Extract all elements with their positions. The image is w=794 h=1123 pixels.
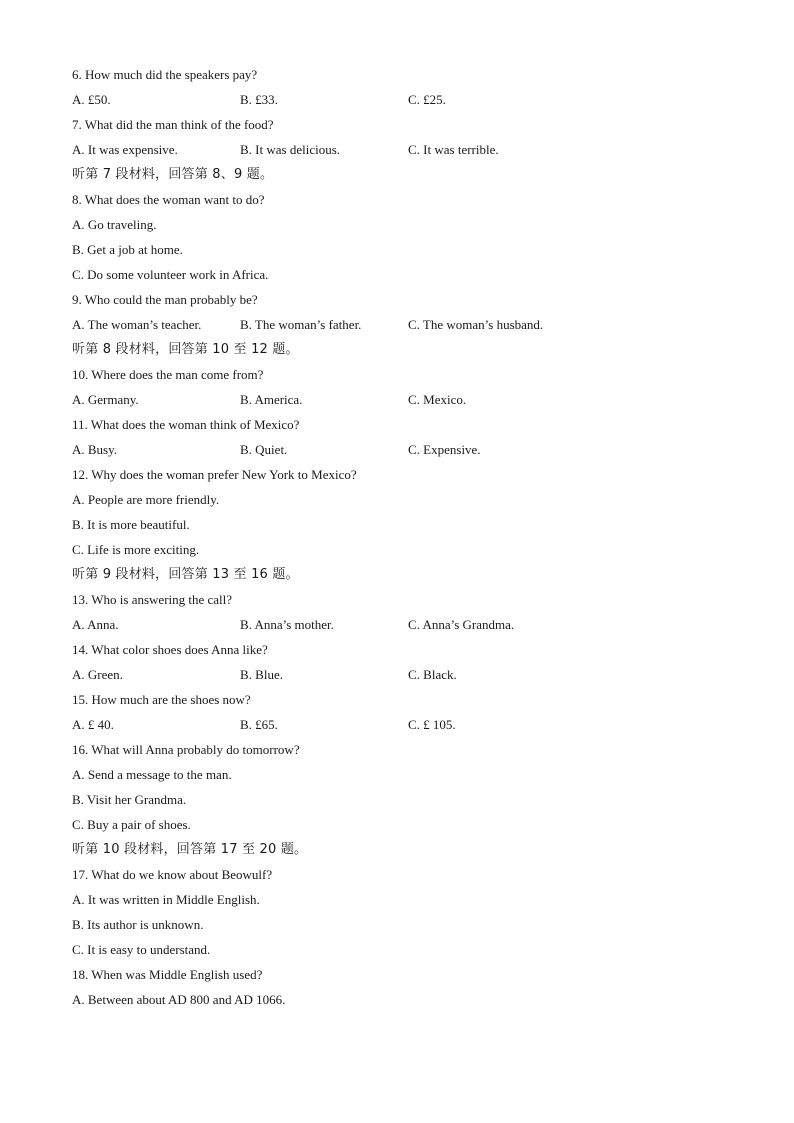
option-c: C. It was terrible.: [408, 142, 499, 157]
option-b: B. Anna’s mother.: [240, 617, 334, 632]
option-b: B. The woman’s father.: [240, 317, 362, 332]
question-10: 10. Where does the man come from?: [72, 367, 264, 382]
option-line: A. People are more friendly.: [72, 492, 220, 507]
option-line: A. Between about AD 800 and AD 1066.: [72, 992, 286, 1007]
option-c: C. £25.: [408, 92, 446, 107]
question-17: 17. What do we know about Beowulf?: [72, 867, 273, 882]
option-line: B. It is more beautiful.: [72, 517, 190, 532]
option-line: C. Buy a pair of shoes.: [72, 817, 191, 832]
options-15: [72, 712, 722, 737]
option-a: A. The woman’s teacher.: [72, 317, 202, 332]
question-8: 8. What does the woman want to do?: [72, 192, 265, 207]
option-a: A. It was expensive.: [72, 142, 178, 157]
question-6: 6. How much did the speakers pay?: [72, 67, 258, 82]
question-11: 11. What does the woman think of Mexico?: [72, 417, 300, 432]
option-line: C. It is easy to understand.: [72, 942, 211, 957]
exam-page: [72, 62, 722, 1012]
option-a: A. £ 40.: [72, 717, 114, 732]
option-line: A. Send a message to the man.: [72, 767, 232, 782]
option-line: A. Go traveling.: [72, 217, 157, 232]
options-9: [72, 312, 722, 337]
option-b: B. Blue.: [240, 667, 283, 682]
question-14: 14. What color shoes does Anna like?: [72, 642, 268, 657]
option-c: C. Black.: [408, 667, 457, 682]
question-16: 16. What will Anna probably do tomorrow?: [72, 742, 300, 757]
section-heading-7: 听第 7 段材料，回答第 8、9 题。: [72, 167, 274, 182]
option-b: B. £65.: [240, 717, 278, 732]
option-c: C. £ 105.: [408, 717, 456, 732]
options-10: [72, 387, 722, 412]
option-a: A. Green.: [72, 667, 123, 682]
question-13: 13. Who is answering the call?: [72, 592, 233, 607]
question-12: 12. Why does the woman prefer New York to Mexico?: [72, 467, 357, 482]
section-heading-8: 听第 8 段材料，回答第 10 至 12 题。: [72, 342, 299, 357]
option-line: A. It was written in Middle English.: [72, 892, 260, 907]
option-b: B. America.: [240, 392, 303, 407]
option-line: C. Life is more exciting.: [72, 542, 200, 557]
question-9: 9. Who could the man probably be?: [72, 292, 258, 307]
question-15: 15. How much are the shoes now?: [72, 692, 251, 707]
options-11: [72, 437, 722, 462]
question-18: 18. When was Middle English used?: [72, 967, 263, 982]
option-a: A. Anna.: [72, 617, 119, 632]
option-c: C. Expensive.: [408, 442, 481, 457]
option-a: A. Busy.: [72, 442, 118, 457]
section-heading-9: 听第 9 段材料，回答第 13 至 16 题。: [72, 567, 299, 582]
options-6: [72, 87, 722, 112]
option-a: A. £50.: [72, 92, 111, 107]
option-line: B. Get a job at home.: [72, 242, 183, 257]
options-13: [72, 612, 722, 637]
question-7: 7. What did the man think of the food?: [72, 117, 274, 132]
option-line: C. Do some volunteer work in Africa.: [72, 267, 269, 282]
option-c: C. Mexico.: [408, 392, 467, 407]
option-line: B. Visit her Grandma.: [72, 792, 187, 807]
options-7: [72, 137, 722, 162]
section-heading-10: 听第 10 段材料，回答第 17 至 20 题。: [72, 842, 308, 857]
option-b: B. £33.: [240, 92, 278, 107]
option-line: B. Its author is unknown.: [72, 917, 204, 932]
options-14: [72, 662, 722, 687]
option-c: C. Anna’s Grandma.: [408, 617, 515, 632]
option-c: C. The woman’s husband.: [408, 317, 544, 332]
option-b: B. It was delicious.: [240, 142, 341, 157]
option-a: A. Germany.: [72, 392, 139, 407]
option-b: B. Quiet.: [240, 442, 288, 457]
